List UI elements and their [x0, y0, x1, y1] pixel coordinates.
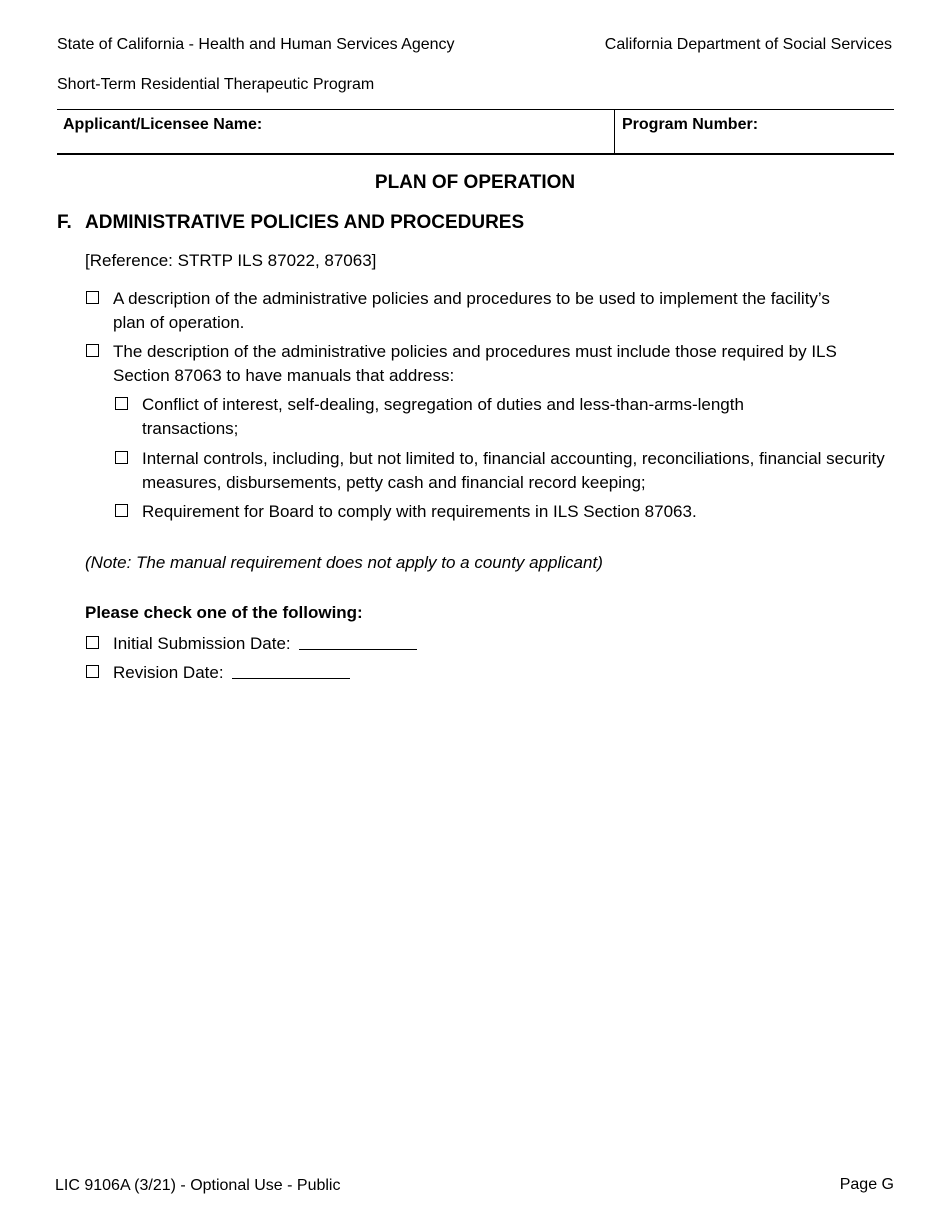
checkbox[interactable]	[115, 451, 128, 464]
checkbox[interactable]	[86, 344, 99, 357]
program-number-field[interactable]	[616, 110, 894, 153]
sub-checklist-item-text: Requirement for Board to comply with requirements in ILS Section 87063.	[142, 502, 697, 521]
section-title: ADMINISTRATIVE POLICIES AND PROCEDURES	[85, 212, 525, 233]
applicant-name-label: Applicant/Licensee Name:	[63, 116, 263, 133]
check-one-heading: Please check one of the following:	[85, 603, 363, 622]
program-name: Short-Term Residential Therapeutic Program	[57, 76, 375, 93]
applicant-info-table	[57, 109, 894, 155]
form-id: LIC 9106A (3/21) - Optional Use - Public	[55, 1177, 341, 1194]
checklist-item-text: The description of the administrative policies and procedures must include those required by ILS Section 87063 to have manuals that address:	[113, 342, 837, 385]
sub-checklist-item-text: Conflict of interest, self-dealing, segregation of duties and less-than-arms-length transactions;	[142, 395, 744, 438]
note-text: (Note: The manual requirement does not apply to a county applicant)	[85, 553, 603, 572]
initial-submission-label: Initial Submission Date:	[113, 634, 291, 653]
department-name: California Department of Social Services	[604, 36, 892, 53]
applicant-name-field[interactable]	[57, 110, 615, 153]
initial-submission-date-field[interactable]	[299, 648, 417, 650]
revision-checkbox[interactable]	[86, 665, 99, 678]
program-number-label: Program Number:	[622, 116, 759, 133]
section-letter: F.	[57, 212, 72, 233]
page-number: Page G	[839, 1176, 894, 1193]
revision-date-label: Revision Date:	[113, 663, 224, 682]
checkbox[interactable]	[115, 397, 128, 410]
section-heading	[57, 212, 524, 234]
checkbox[interactable]	[86, 291, 99, 304]
checkbox[interactable]	[115, 504, 128, 517]
sub-checklist-item-text: Internal controls, including, but not limited to, financial accounting, reconciliations, financial security measures, disbursements, petty cash and financial record keeping;	[142, 449, 885, 492]
agency-name: State of California - Health and Human Services Agency	[57, 36, 455, 53]
revision-date-field[interactable]	[232, 677, 350, 679]
initial-submission-checkbox[interactable]	[86, 636, 99, 649]
page-title: PLAN OF OPERATION	[374, 172, 576, 193]
checklist-item-text: A description of the administrative policies and procedures to be used to implement the facility’s plan of operation.	[113, 289, 830, 332]
reference-text: [Reference: STRTP ILS 87022, 87063]	[85, 251, 377, 270]
